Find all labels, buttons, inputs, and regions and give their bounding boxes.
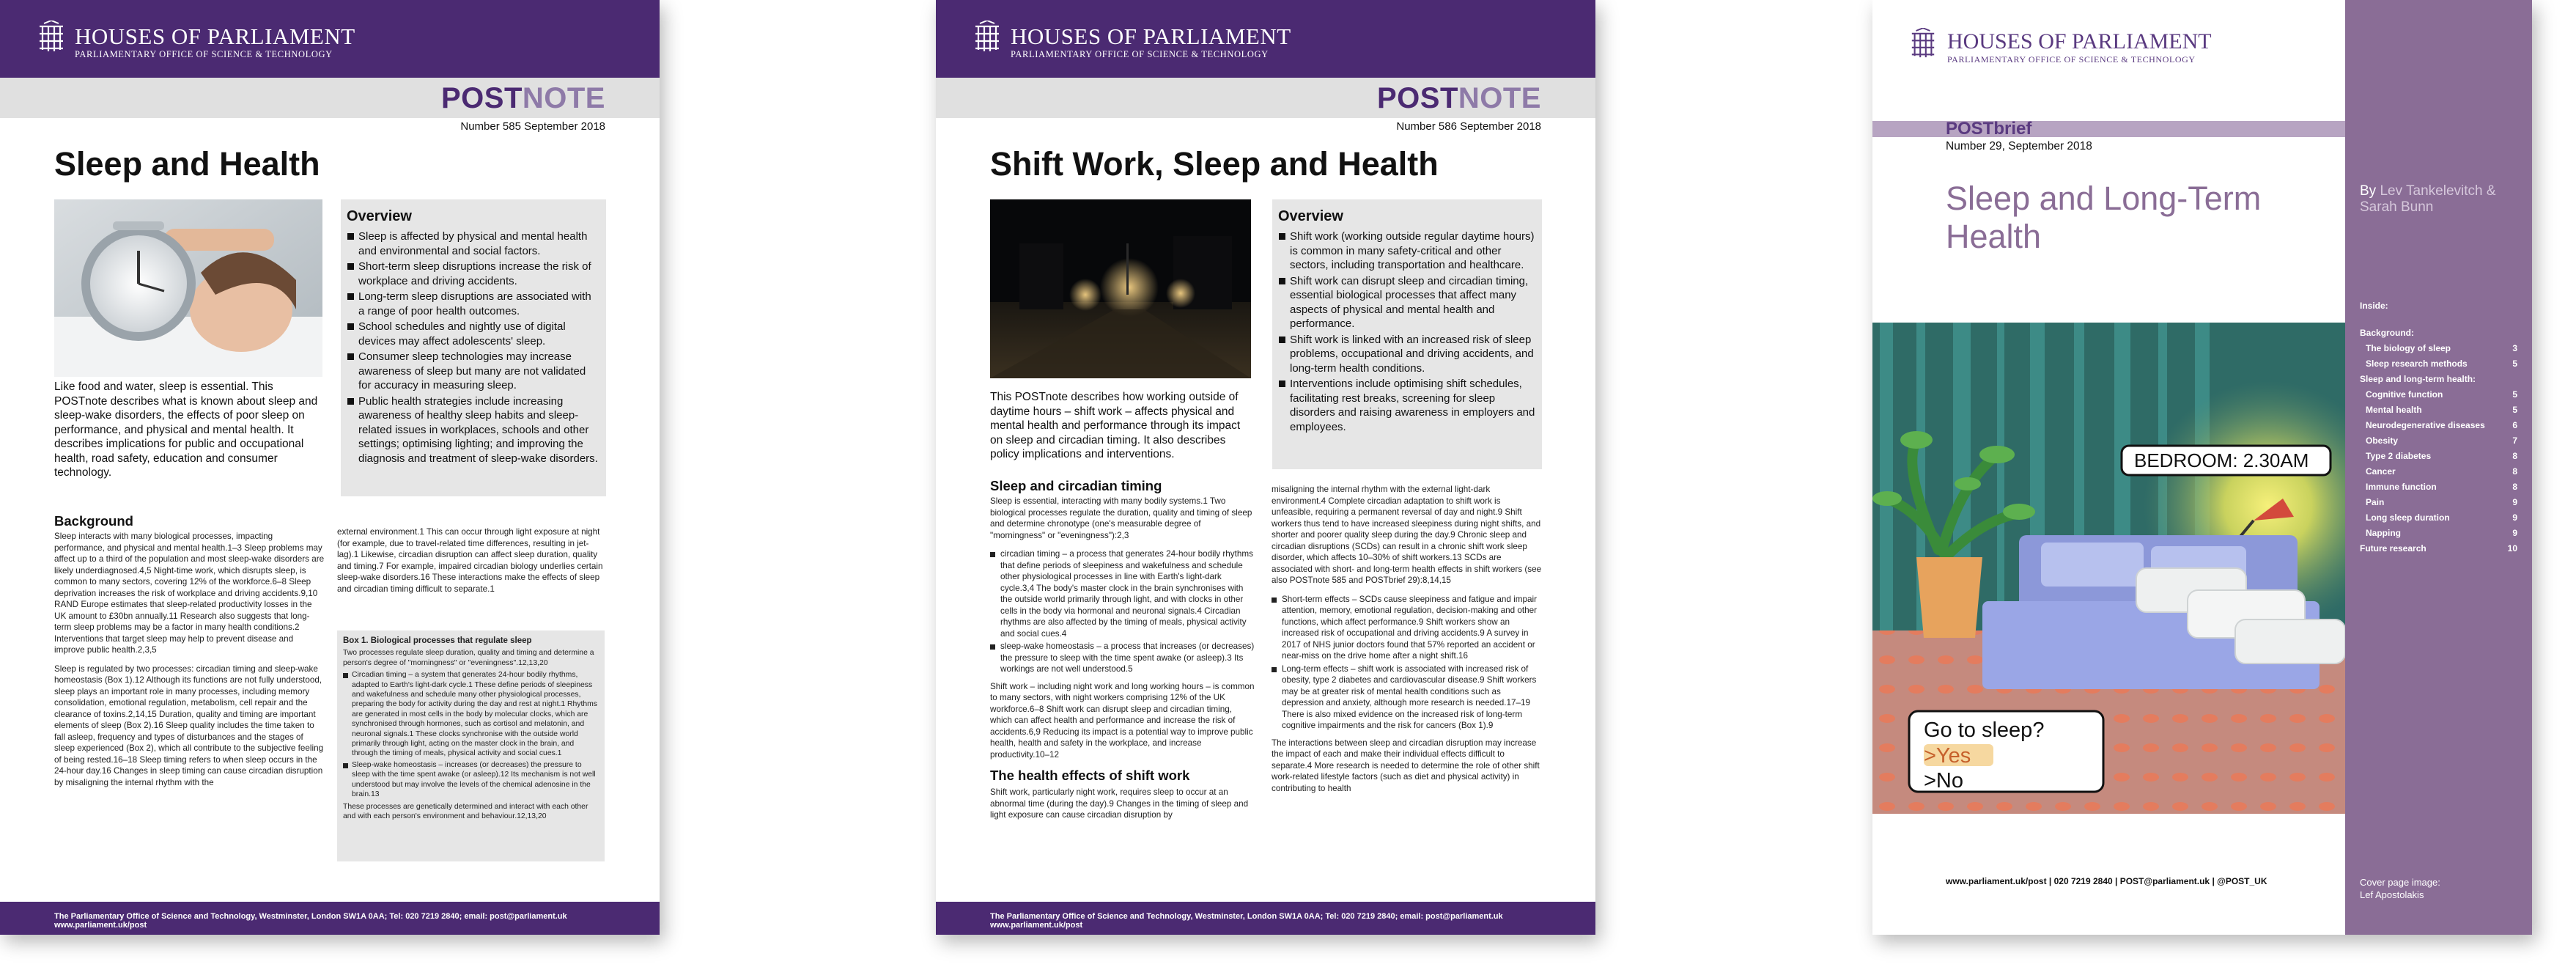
- contents-item-label: Cancer: [2366, 466, 2396, 477]
- contents-item-page: 5: [2512, 405, 2517, 415]
- contents-item-page: 7: [2512, 435, 2517, 446]
- contents-list: [2360, 301, 2517, 556]
- contents-item: [2360, 326, 2517, 341]
- alarm-clock-photo: [54, 199, 322, 377]
- body-paragraph: Sleep is essential, interacting with many bodily systems.1 Two biological processes regulate the duration, quality and timing of sleep and determine chronotype (one's measurable degree of "morningness" or "eveningness"):2,3: [990, 496, 1252, 540]
- brand-title: HOUSES OF PARLIAMENT: [75, 23, 355, 49]
- intro-paragraph: This POSTnote describes how working outside of daytime hours – shift work – affects physical and mental health and performance through its impact on sleep and circadian timing. It also describes policy implications and interventions.: [990, 391, 1241, 460]
- postnote-label-note: NOTE: [1458, 82, 1541, 114]
- contents-item-label: Sleep research methods: [2366, 359, 2468, 369]
- contents-item: [2360, 479, 2517, 495]
- page-title: Sleep and Health: [54, 145, 320, 183]
- section-heading: Background: [54, 513, 133, 529]
- contents-item: [2360, 541, 2517, 556]
- contents-item-page: 3: [2512, 343, 2517, 353]
- overview-title: Overview: [347, 208, 412, 224]
- contents-item-label: Pain: [2366, 497, 2385, 507]
- cover-author: Lef Apostolakis: [2360, 889, 2424, 900]
- by-label: By: [2360, 183, 2377, 199]
- body-list-item: sleep-wake homeostasis – a process that increases (or decreases) the pressure to sleep with the time spent awake (or asleep).3 Its workings are not well understood.5: [990, 641, 1255, 675]
- bedroom-illustration: [1872, 323, 2345, 814]
- intro-paragraph: Like food and water, sleep is essential. This POSTnote describes what is known about sleep and sleep-wake disorders, the effects of poor sleep on performance, and physical and mental health. It describes implications for public and occupational health, road safety, education and consumer technology.: [54, 380, 318, 479]
- no-option: >No: [1924, 769, 1964, 793]
- header-band: [0, 0, 660, 78]
- contents-item: [2360, 402, 2517, 418]
- contents-item: [2360, 433, 2517, 449]
- overview-item: School schedules and nightly use of digital devices may affect adolescents' sleep.: [347, 320, 600, 348]
- overview-item: Short-term sleep disruptions increase the risk of workplace and driving accidents.: [347, 260, 600, 288]
- contents-item-label: Background:: [2360, 328, 2415, 338]
- column-left: [990, 496, 1255, 891]
- page-title: Sleep and Long-Term Health: [1946, 180, 2262, 255]
- box-title: Box 1. Biological processes that regulate sleep: [343, 636, 532, 645]
- body-paragraph: external environment.1 This can occur through light exposure at night (for example, due to travel-related time differences, resulting in jet-lag).1 Likewise, circadian disruption can affect sleep duration, quality and timing.7 For example, impaired circadian biology underlies certain sleep-wake disorders.16 These interactions make the effects of sleep and circadian timing difficult to separate.1: [337, 527, 603, 594]
- postnote-label: [441, 82, 605, 114]
- contents-item-label: Cognitive function: [2366, 389, 2443, 400]
- contents-item: [2360, 387, 2517, 402]
- contents-item-label: Long sleep duration: [2366, 512, 2450, 523]
- overview-item: Long-term sleep disruptions are associated with a range of poor health outcomes.: [347, 290, 600, 318]
- contents-item: [2360, 526, 2517, 541]
- page-title: Shift Work, Sleep and Health: [990, 145, 1439, 183]
- brand-subtitle: PARLIAMENTARY OFFICE OF SCIENCE & TECHNOLOGY: [1011, 49, 1269, 59]
- night-street-photo: [990, 199, 1251, 378]
- body-list: [1272, 594, 1543, 732]
- column-right: [1272, 484, 1543, 894]
- postnote-label-post: POST: [1376, 82, 1458, 114]
- postnote-label-note: NOTE: [522, 82, 605, 114]
- column-left: [54, 531, 325, 875]
- postnote-label: [1377, 82, 1541, 114]
- contents-item-page: 9: [2512, 497, 2517, 507]
- bedroom-sign: BEDROOM: 2.30AM: [2134, 449, 2309, 471]
- overview-box: [341, 199, 606, 496]
- contents-item: [2360, 495, 2517, 510]
- overview-item: Interventions include optimising shift schedules, facilitating rest breaks, screening for sleep disorders and raising awareness in employers and employees.: [1278, 377, 1536, 434]
- authors: [2360, 183, 2532, 216]
- body-paragraph: Sleep interacts with many biological processes, impacting performance, and physical and mental health.1–3 Sleep problems may affect up to a third of the population and most sleep-wake disorders are likely underdiagnosed.4,5 Night-time work, which disrupts sleep, is common to many sectors, covering 12% of the workforce.6–8 Sleep deprivation increases the risk of workplace and driving accidents.9,10 RAND Europe estimates that sleep-related productivity losses in the UK amount to £30bn annually.11 Research also suggests that long-term sleep problems may be a factor in many health conditions.2 Interventions that target sleep may help to prevent disease and improve public health.2,3,5: [54, 532, 325, 655]
- body-list-item: circadian timing – a process that generates 24-hour bodily rhythms that define periods of sleepiness and wakefulness and schedule other physiological processes in line with Earth's light-dark cycle.3,4 The body's master clock in the brain synchronises with the outside world primarily through light, and with clocks in other cells in the body via hormonal and neuronal signals.4 Circadian rhythms are also affected by the timing of meals, physical activity and social cues.4: [990, 548, 1255, 639]
- body-paragraph: The interactions between sleep and circadian disruption may increase the impact of each and make their individual effects difficult to separate.4 More research is needed to determine the role of other shift work-related lifestyle factors (such as diet and physical activity) in contributing to health: [1272, 738, 1540, 793]
- contents-item-label: The biology of sleep: [2366, 343, 2451, 353]
- overview-item: Sleep is affected by physical and mental health and environmental and social factors.: [347, 229, 600, 258]
- contents-item-label: Neurodegenerative diseases: [2366, 420, 2485, 430]
- contents-item: [2360, 418, 2517, 433]
- postbrief-bar: [1872, 121, 2345, 137]
- box-list: [343, 670, 599, 799]
- body-list-item: Short-term effects – SCDs cause sleepiness and fatigue and impair attention, memory, emotional regulation, decision-making and other functions, which affect performance.9 Shift workers show an increased risk of occupational and driving accidents.9 A survey in 2017 of NHS junior doctors found that 57% reported an accident or near-miss on the drive home after a night shift.16: [1272, 594, 1543, 662]
- contents-item-page: 9: [2512, 528, 2517, 538]
- contents-item-label: Sleep and long-term health:: [2360, 374, 2476, 384]
- postnote-label-post: POST: [440, 82, 523, 114]
- cover-credit: [2360, 876, 2440, 901]
- overview-item: Shift work is linked with an increased risk of sleep problems, occupational and driving accidents, and long-term health conditions.: [1278, 333, 1536, 376]
- box-item: Circadian timing – a system that generates 24-hour bodily rhythms, adapted to Earth's light-dark cycle.1 These define periods of sleepiness and wakefulness and schedule many other physiological processes, preparing the body for activity during the day and rest at night.1 Rhythms are generated in most cells in the body by molecular clocks, which are synchronised through hormones, such as cortisol and melatonin, and neuronal signals.1 These clocks synchronise with the outside world primarily through light, acting on the master clock in the brain, and through the timing of meals, physical activity and social cues.1: [343, 670, 599, 759]
- body-list: [990, 548, 1255, 675]
- contents-items: [2360, 326, 2517, 556]
- contents-item: [2360, 449, 2517, 464]
- body-paragraph: misaligning the internal rhythm with the external light-dark environment.4 Complete circadian adaptation to shift work is unfeasible, requiring a permanent reversal of day and night.9 Shift workers thus tend to have increased sleepiness during night shifts, and shorter and poorer quality sleep during the day.9 Chronic sleep and circadian disruptions (SCDs) can result in a chronic shift work sleep disorder, which affects 10–30% of shift workers.13 SCDs are associated with short- and long-term health effects in shift workers (see also POSTnote 585 and POSTbrief 29):8,14,15: [1272, 485, 1542, 585]
- postbrief-number: Number 29, September 2018: [1946, 140, 2092, 152]
- contents-item-page: 6: [2512, 420, 2517, 430]
- contents-item-label: Mental health: [2366, 405, 2422, 415]
- page-footer: www.parliament.uk/post | 020 7219 2840 | POST@parliament.uk | @POST_UK: [1946, 876, 2267, 886]
- portcullis-icon: [1909, 28, 1937, 62]
- box-outro: These processes are genetically determined and interact with each other and with each person's environment and behaviour.12,13,20: [343, 802, 588, 820]
- brand-subtitle: PARLIAMENTARY OFFICE OF SCIENCE & TECHNOLOGY: [1947, 54, 2196, 65]
- overview-item: Shift work (working outside regular daytime hours) is common in many safety-critical and other sectors, including transportation and healthcare.: [1278, 229, 1536, 273]
- contents-item-page: 10: [2507, 543, 2517, 554]
- body-paragraph: Shift work, particularly night work, requires sleep to occur at an abnormal time (during the day).9 Changes in the timing of sleep and light exposure can cause circadian disruption by: [990, 787, 1249, 820]
- contents-item: [2360, 341, 2517, 356]
- yes-option: >Yes: [1924, 744, 1971, 768]
- contents-item-label: Napping: [2366, 528, 2401, 538]
- brand-subtitle: PARLIAMENTARY OFFICE OF SCIENCE & TECHNOLOGY: [75, 49, 333, 59]
- page-footer: The Parliamentary Office of Science and Technology, Westminster, London SW1A 0AA; Tel: 020 7219 2840; email: post@parliament.uk www.parliament.uk/post: [936, 902, 1595, 935]
- overview-list: [1278, 229, 1536, 434]
- contents-item-page: 9: [2512, 512, 2517, 523]
- contents-item: [2360, 510, 2517, 526]
- portcullis-icon: [973, 21, 1002, 56]
- cover-label: Cover page image:: [2360, 877, 2440, 888]
- contents-item-label: Future research: [2360, 543, 2426, 554]
- postnote-585-page: [0, 0, 660, 935]
- section-heading: Sleep and circadian timing: [990, 478, 1162, 493]
- overview-item: Public health strategies include increasing awareness of healthy sleep habits and sleep-related issues in workplaces, schools and other settings; optimising lighting; and improving the diagnosis and treatment of sleep-wake disorders.: [347, 394, 600, 466]
- overview-list: [347, 229, 600, 466]
- contents-title: Inside:: [2360, 301, 2388, 311]
- brand-title: HOUSES OF PARLIAMENT: [1947, 29, 2212, 54]
- contents-item: [2360, 372, 2517, 387]
- contents-item-label: Immune function: [2366, 482, 2437, 492]
- contents-item-label: Obesity: [2366, 435, 2399, 446]
- box-item: Sleep-wake homeostasis – increases (or decreases) the pressure to sleep with the time spent awake (or asleep).12 Its mechanism is not well understood but may involve the levels of the chemical adenosine in the brain.13: [343, 760, 599, 800]
- postnote-number: Number 585 September 2018: [460, 120, 605, 133]
- brand-title: HOUSES OF PARLIAMENT: [1011, 23, 1291, 49]
- overview-item: Consumer sleep technologies may increase awareness of sleep but many are not validated for accuracy in measuring sleep.: [347, 350, 600, 393]
- question-text: Go to sleep?: [1924, 718, 2045, 742]
- contents-item-page: 5: [2512, 389, 2517, 400]
- contents-item: [2360, 356, 2517, 372]
- contents-item-label: Type 2 diabetes: [2366, 451, 2432, 461]
- contents-item-page: 8: [2512, 466, 2517, 477]
- page-footer: The Parliamentary Office of Science and Technology, Westminster, London SW1A 0AA; Tel: 020 7219 2840; email: post@parliament.uk www.parliament.uk/post: [0, 902, 660, 935]
- author-names: Lev Tankelevitch & Sarah Bunn: [2360, 183, 2496, 215]
- postnote-586-page: [936, 0, 1595, 935]
- column-right: [337, 526, 605, 602]
- header-band: [936, 0, 1595, 78]
- box-intro: Two processes regulate sleep duration, quality and timing and determine a person's degree of "morningness" or "eveningness".12,13,20: [343, 649, 594, 667]
- contents-item-page: 8: [2512, 451, 2517, 461]
- contents-item-page: 5: [2512, 359, 2517, 369]
- body-list-item: Long-term effects – shift work is associated with increased risk of obesity, type 2 diabetes and cardiovascular disease.9 Shift workers may be at greater risk of mental health conditions such as depression and anxiety, although more research is needed.17–19 There is also mixed evidence on the increased risk of long-term cognitive impairments and the risk for cancers (Box 1).9: [1272, 663, 1543, 732]
- overview-item: Shift work can disrupt sleep and circadian timing, essential biological processes that affect many aspects of physical and mental health and performance.: [1278, 274, 1536, 331]
- postbrief-29-page: [1872, 0, 2532, 935]
- portcullis-icon: [37, 21, 66, 56]
- contents-item: [2360, 464, 2517, 479]
- postnote-number: Number 586 September 2018: [1396, 120, 1541, 133]
- overview-box: [1272, 199, 1542, 469]
- contents-item-page: 8: [2512, 482, 2517, 492]
- body-paragraph: Sleep is regulated by two processes: circadian timing and sleep-wake homeostasis (Box 1).12 Although its functions are not fully understood, sleep plays an important role in many processes, including memory consolidation, emotional regulation, metabolism, cell repair and the clearance of toxins.2,14,15 Duration, quality and timing are important elements of sleep (Box 2).16 Sleep quality includes the time taken to fall asleep, frequency and types of disturbances and the stages of sleep experienced (Box 2), which all contribute to the subjective feeling of being rested.16–18 Sleep timing refers to when sleep occurs in the 24-hour day.16 Changes in sleep timing can cause circadian disruption by misaligning the internal rhythm with the: [54, 663, 324, 787]
- overview-title: Overview: [1278, 208, 1343, 224]
- section-heading: The health effects of shift work: [990, 768, 1190, 783]
- postbrief-label: POSTbrief: [1946, 119, 2032, 139]
- box-1: [337, 630, 605, 861]
- body-paragraph: Shift work – including night work and long working hours – is common to many sectors, with night workers comprising 12% of the UK workforce.6–8 Shift work can disrupt sleep and circadian timing, which can affect health and performance and increase the risk of accidents.6,9 Reducing its impact is a potential way to improve public health, health and safety in the workplace, and increase productivity.10–12: [990, 681, 1255, 760]
